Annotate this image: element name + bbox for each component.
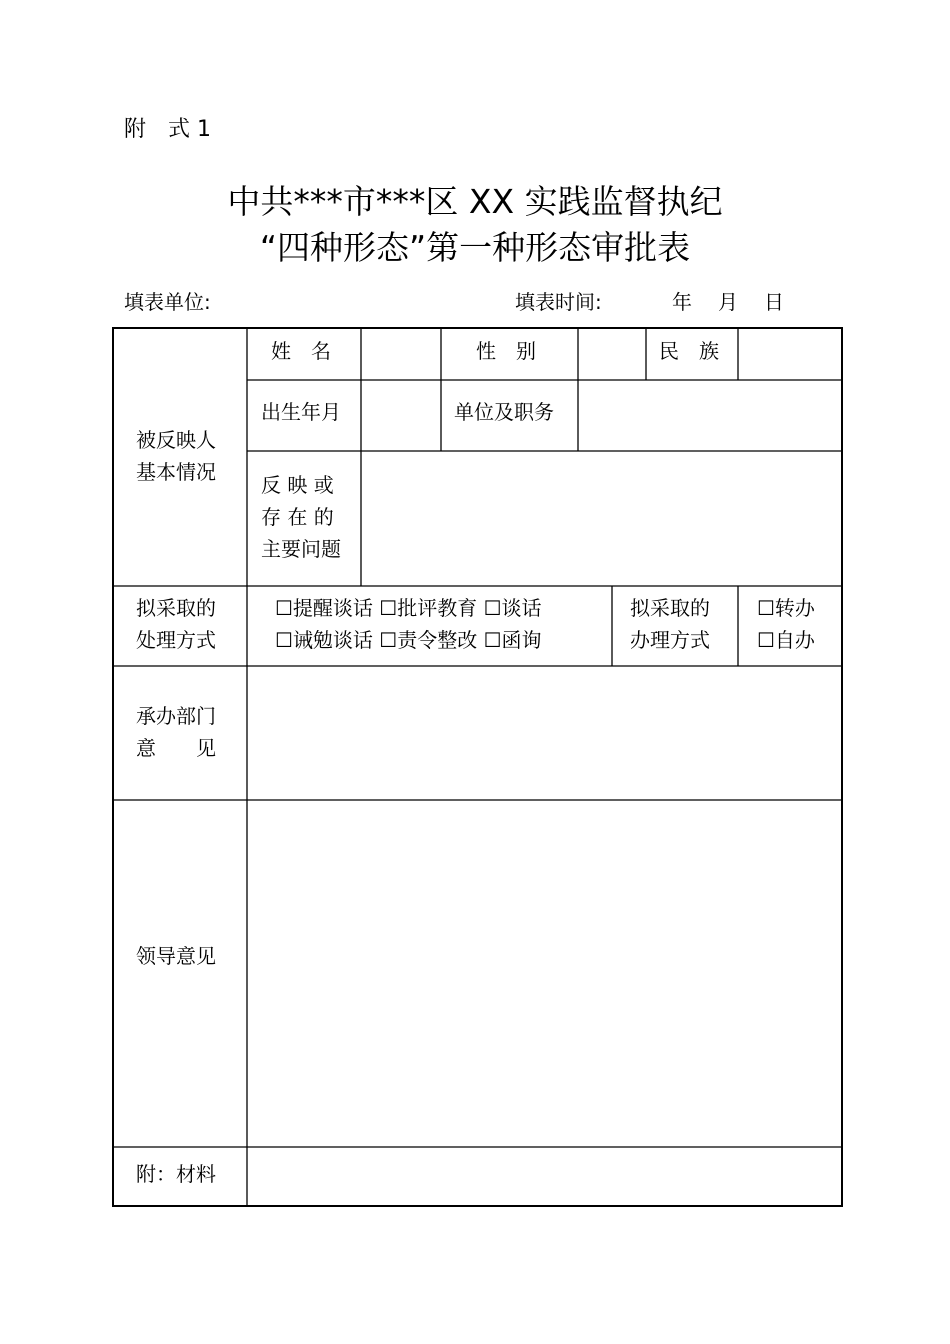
- process-option-transfer[interactable]: ☐转办: [757, 596, 815, 620]
- date-month: 月: [718, 290, 738, 314]
- fill-unit-label: 填表单位:: [124, 290, 211, 314]
- appendix-label: 附 式 1: [124, 117, 211, 142]
- name-label: 姓 名: [271, 339, 331, 363]
- unit-job-label: 单位及职务: [454, 400, 554, 424]
- date-year: 年: [672, 290, 692, 314]
- issue-label: 反 映 或 存 在 的 主要问题: [261, 473, 341, 561]
- handling-options-row2[interactable]: ☐诫勉谈话 ☐责令整改 ☐函询: [275, 628, 542, 652]
- ethnicity-label: 民 族: [659, 339, 719, 363]
- date-day: 日: [764, 290, 784, 314]
- fill-time-label: 填表时间:: [515, 290, 602, 314]
- dept-opinion-label-line2: 意 见: [136, 736, 216, 760]
- process-option-self[interactable]: ☐自办: [757, 628, 815, 652]
- gender-label: 性 别: [476, 339, 536, 363]
- handling-method-label: 拟采取的 处理方式: [136, 596, 216, 652]
- dept-opinion-label-line1: 承办部门: [136, 704, 216, 728]
- leader-opinion-label: 领导意见: [136, 944, 216, 968]
- section-basic-info: 被反映人 基本情况: [136, 428, 216, 484]
- document-title-line2: “四种形态”第一种形态审批表: [259, 228, 691, 267]
- handling-options-row1[interactable]: ☐提醒谈话 ☐批评教育 ☐谈话: [275, 596, 542, 620]
- document-title-line1: 中共***市***区 XX 实践监督执纪: [227, 182, 723, 221]
- birth-label: 出生年月: [261, 400, 341, 424]
- process-method-label: 拟采取的 办理方式: [630, 596, 710, 652]
- attachment-label: 附：材料: [136, 1162, 216, 1186]
